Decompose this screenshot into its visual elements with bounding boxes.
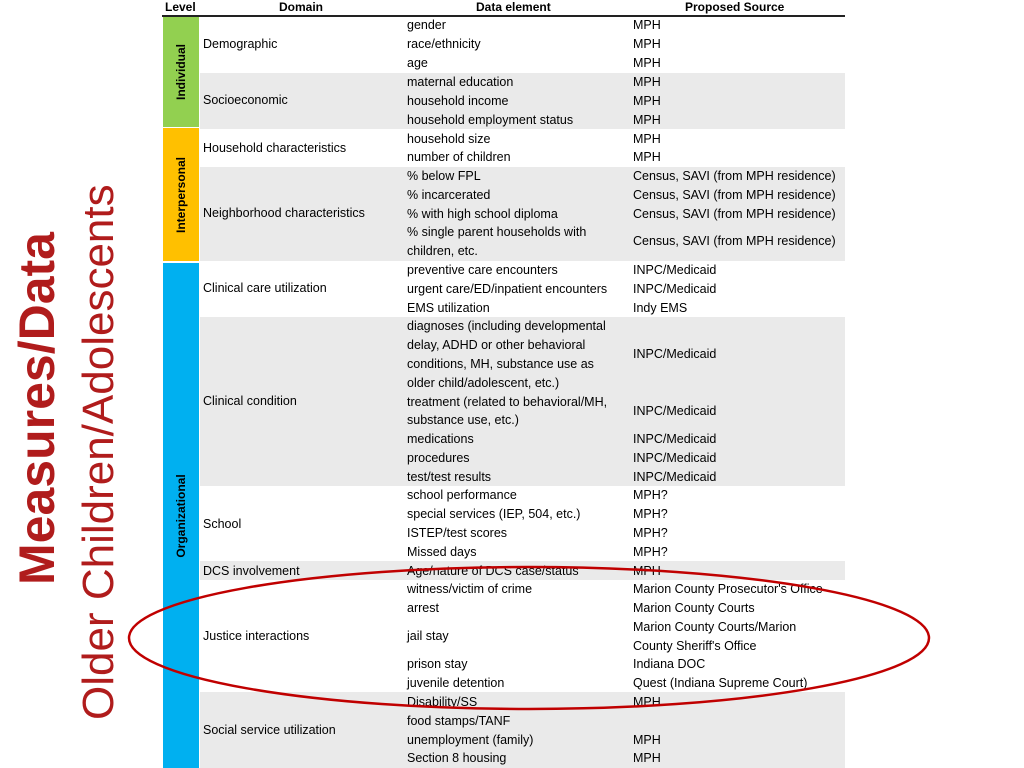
highlight-ellipse [129,567,929,709]
data-element: older child/adolescent, etc.) [407,376,560,390]
domain-neighborhood: Neighborhood characteristics [203,206,365,220]
title-slash: / [9,340,65,355]
source: MPH [633,733,661,747]
data-element: household size [407,132,491,146]
data-element: medications [407,432,474,446]
source: Census, SAVI (from MPH residence) [633,188,836,202]
source: MPH [633,18,661,32]
source: Quest (Indiana Supreme Court) [633,676,808,690]
data-element: delay, ADHD or other behavioral [407,338,586,352]
title-data: Data [9,232,65,341]
source: INPC/Medicaid [633,282,717,296]
header-rule [162,15,845,17]
source: Marion County Courts [633,601,755,615]
header-source: Proposed Source [685,0,785,14]
data-element: procedures [407,451,470,465]
source: Indiana DOC [633,657,706,671]
source: INPC/Medicaid [633,432,717,446]
source: MPH [633,94,661,108]
domain-clinical-utilization: Clinical care utilization [203,281,327,295]
data-element: witness/victim of crime [407,582,533,596]
source: MPH? [633,545,668,559]
data-element: household income [407,94,509,108]
header-level: Level [165,0,196,14]
level-individual [163,17,199,127]
data-element: % with high school diploma [407,207,558,221]
data-element: food stamps/TANF [407,714,511,728]
source: MPH [633,56,661,70]
data-element: Age/nature of DCS case/status [407,564,579,578]
level-interpersonal [163,128,199,261]
data-element: prison stay [407,657,468,671]
data-element: % incarcerated [407,188,491,202]
data-element: preventive care encounters [407,263,558,277]
data-element: arrest [407,601,439,615]
level-label: Organizational [174,473,188,558]
title-line-2: Older Children/Adolescents [74,184,123,720]
data-element: conditions, MH, substance use as [407,357,594,371]
data-element: Disability/SS [407,695,478,709]
data-element: EMS utilization [407,301,490,315]
domain-dcs: DCS involvement [203,564,300,578]
data-element: race/ethnicity [407,37,481,51]
data-element: urgent care/ED/inpatient encounters [407,282,608,296]
domain-clinical-condition: Clinical condition [203,394,297,408]
source: Census, SAVI (from MPH residence) [633,234,836,248]
source: INPC/Medicaid [633,263,717,277]
source: MPH [633,150,661,164]
source: County Sheriff's Office [633,639,757,653]
data-element: school performance [407,488,517,502]
source: Marion County Courts/Marion [633,620,797,634]
title-line-1 [8,232,66,585]
data-element: % single parent households with [407,225,587,239]
source: INPC/Medicaid [633,347,717,361]
domain-demographic: Demographic [203,37,278,51]
domain-socioeconomic: Socioeconomic [203,93,288,107]
data-element: substance use, etc.) [407,413,519,427]
source: MPH [633,37,661,51]
data-element: juvenile detention [407,676,505,690]
data-element: Missed days [407,545,477,559]
data-element: diagnoses (including developmental [407,319,606,333]
source: MPH [633,751,661,765]
source: MPH [633,132,661,146]
source: MPH [633,113,661,127]
data-element: % below FPL [407,169,481,183]
domain-household: Household characteristics [203,141,347,155]
source: MPH [633,564,661,578]
header-data-element: Data element [476,0,551,14]
data-element: gender [407,18,446,32]
source: Indy EMS [633,301,688,315]
domain-justice: Justice interactions [203,629,310,643]
source: MPH? [633,507,668,521]
level-label: Individual [174,43,188,101]
source: Census, SAVI (from MPH residence) [633,207,836,221]
data-element: unemployment (family) [407,733,534,747]
source: MPH? [633,526,668,540]
source: Census, SAVI (from MPH residence) [633,169,836,183]
source: INPC/Medicaid [633,404,717,418]
data-element: household employment status [407,113,574,127]
source: MPH [633,75,661,89]
data-element: age [407,56,428,70]
source: INPC/Medicaid [633,451,717,465]
data-element: jail stay [407,629,449,643]
data-element: Section 8 housing [407,751,507,765]
data-element: maternal education [407,75,514,89]
source: Marion County Prosecutor's Office [633,582,823,596]
level-label: Interpersonal [174,156,188,233]
source: INPC/Medicaid [633,470,717,484]
domain-school: School [203,517,242,531]
source: MPH [633,695,661,709]
data-element: test/test results [407,470,492,484]
data-element: special services (IEP, 504, etc.) [407,507,581,521]
domain-social: Social service utilization [203,723,336,737]
source: MPH? [633,488,668,502]
data-element: treatment (related to behavioral/MH, [407,395,608,409]
data-element: number of children [407,150,511,164]
highlight-oval [127,565,931,711]
header-domain: Domain [279,0,324,14]
data-element: children, etc. [407,244,478,258]
data-element: ISTEP/test scores [407,526,508,540]
title-measures: Measures [9,354,65,585]
